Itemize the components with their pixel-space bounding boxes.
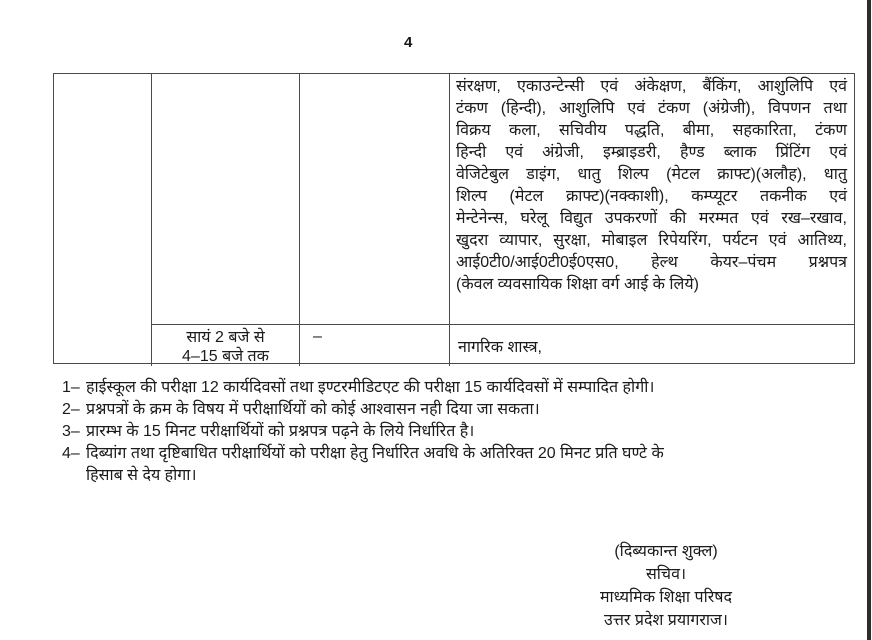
- exam-schedule-table: [53, 73, 855, 364]
- subjects-line: (केवल व्यवसायिक शिक्षा वर्ग आई के लिये): [456, 276, 699, 293]
- scan-edge-artifact: [867, 0, 871, 640]
- table-cell-subjects-list: [449, 74, 854, 324]
- exam-time-line1: सायं 2 बजे से: [186, 329, 265, 346]
- subjects-line: टंकण (हिन्दी), आशुलिपि एवं टंकण (अंग्रेजी), विपणन तथा: [456, 100, 847, 117]
- note-item-2: [62, 399, 842, 421]
- note-number: 4–: [62, 445, 80, 462]
- signatory-title: सचिव।: [645, 566, 687, 583]
- table-cell-merged-empty: [54, 74, 151, 366]
- signature-block: [555, 540, 777, 632]
- table-cell-row1-empty-mid: [299, 74, 449, 324]
- subjects-line: आई0टी0/आई0टी0ई0एस0, हेल्थ केयर–पंचम प्रश्नपत्र: [456, 254, 847, 271]
- table-cell-row1-empty-time: [151, 74, 299, 324]
- subjects-line: शिल्प (मेटल क्राफ्ट)(नक्काशी), कम्प्यूटर तकनीक एवं: [456, 188, 847, 205]
- subjects-line: संरक्षण, एकाउन्टेन्सी एवं अंकेक्षण, बैंकिंग, आशुलिपि एवं: [456, 78, 847, 95]
- note-item-1: [62, 377, 842, 399]
- notes-list: [62, 377, 842, 487]
- note-item-3: [62, 421, 842, 443]
- note-text: दिब्यांग तथा दृष्टिबाधित परीक्षार्थियों को परीक्षा हेतु निर्धारित अवधि के अतिरिक्त 20 मिनट प्रति घण्टे के: [86, 445, 664, 462]
- note-item-4-continuation: हिसाब से देय होगा।: [86, 467, 197, 484]
- subjects-line: खुदरा व्यापार, सुरक्षा, मोबाइल रिपेयरिंग, पर्यटन एवं आतिथ्य,: [456, 232, 847, 249]
- subjects-line: मेन्टेनेन्स, घरेलू विद्युत उपकरणों की मरम्मत एवं रख–रखाव,: [456, 210, 847, 227]
- subjects-line: हिन्दी एवं अंग्रेजी, इम्ब्राइडरी, हैण्ड ब्लाक प्रिंटिंग एवं: [456, 144, 847, 161]
- table-cell-dash: –: [299, 324, 449, 366]
- subjects-line: वेजिटेबुल डाइंग, धातु शिल्प (मेटल क्राफ्ट)(अलौह), धातु: [456, 166, 847, 183]
- organization-name: माध्यमिक शिक्षा परिषद: [599, 589, 733, 606]
- note-text: प्रश्नपत्रों के क्रम के विषय में परीक्षार्थियों को कोई आश्वासन नही दिया जा सकता।: [86, 401, 540, 418]
- table-cell-exam-time: [151, 324, 299, 366]
- note-number: 3–: [62, 423, 80, 440]
- note-number: 2–: [62, 401, 80, 418]
- table-cell-subject-civics: [449, 324, 854, 366]
- page-number: 4: [404, 34, 413, 51]
- subjects-line: विक्रय कला, सचिवीय पद्धति, बीमा, सहकारिता, टंकण: [456, 122, 847, 139]
- note-item-4: [62, 443, 842, 465]
- note-number: 1–: [62, 379, 80, 396]
- signatory-name: (दिब्यकान्त शुक्ल): [614, 543, 718, 560]
- organization-location: उत्तर प्रदेश प्रयागराज।: [604, 612, 728, 629]
- subject-civics-label: नागरिक शास्त्र,: [458, 338, 542, 356]
- exam-time-line2: 4–15 बजे तक: [182, 348, 269, 365]
- note-text: हाईस्कूल की परीक्षा 12 कार्यदिवसों तथा इण्टरमीडिटएट की परीक्षा 15 कार्यदिवसों में सम्पादित होगी।: [86, 379, 655, 396]
- note-text: प्रारम्भ के 15 मिनट परीक्षार्थियों को प्रश्नपत्र पढ़ने के लिये निर्धारित है।: [86, 423, 475, 440]
